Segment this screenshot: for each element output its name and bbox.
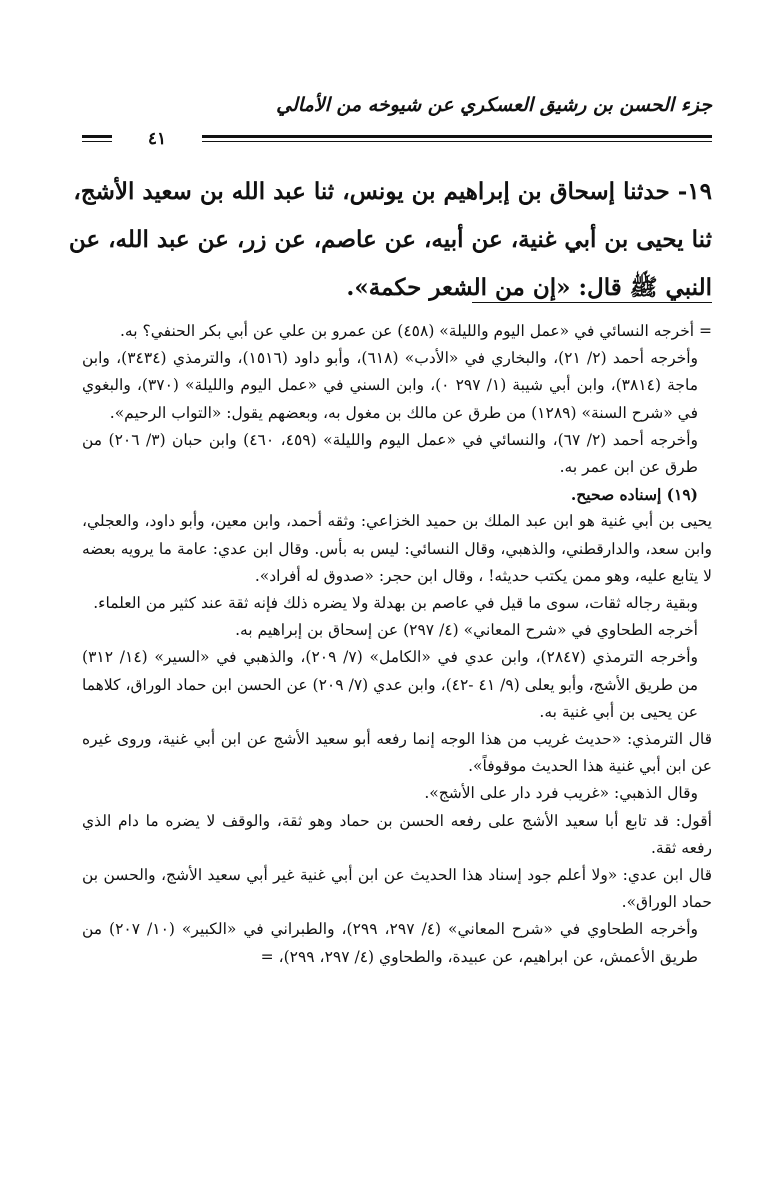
hadith-text <box>68 168 712 312</box>
footnote-paragraph: وأخرجه أحمد (٢/ ٢١)، والبخاري في «الأدب» (٦١٨)، وأبو داود (١٥١٦)، والترمذي (٣٤٣٤)، وابن ماجة (٣٨١٤)، وابن أبي شيبة (١/ ٢٩٧ ٠)، وابن السني في «عمل اليوم والليلة» (٣٧٠)، والبغوي في «شرح السنة» (١٢٨٩) من طرق عن مالك بن مغول به، وبعضهم يقول: «التواب الرحيم». <box>82 349 699 422</box>
hadith-line: النبي ﷺ قال: «إن من الشعر حكمة». <box>346 274 712 301</box>
footnote-paragraph: أقول: قد تابع أبا سعيد الأشج على رفعه الحسن بن حماد وهو ثقة، والوقف لا يضره ما دام الذي رفعه ثقة. <box>82 811 712 857</box>
footnote-paragraph: وأخرجه الترمذي (٢٨٤٧)، وابن عدي في «الكامل» (٧/ ٢٠٩)، والذهبي في «السير» (١٤/ ٣١٢) من طريق الأشج، وأبو يعلى (٩/ ٤١ -٤٢)، وابن عدي (٧/ ٢٠٩) عن الحسن ابن حماد الوراق، كلاهما عن يحيى بن أبي غنية به. <box>82 648 699 721</box>
footnotes <box>82 318 712 971</box>
hadith-line: ثنا يحيى بن أبي غنية، عن أبيه، عن عاصم، عن زر، عن عبد الله، عن <box>68 226 712 253</box>
book-title: جزء الحسن بن رشيق العسكري عن شيوخه من الأمالي <box>276 94 712 116</box>
footnote-paragraph: يحيى بن أبي غنية هو ابن عبد الملك بن حميد الخزاعي: وثقه أحمد، وابن معين، وأبو داود، والعجلي، وابن سعد، والدارقطني، والذهبي، وقال النسائي: ليس به بأس. وقال ابن عدي: عامة ما يرويه بعضه لا يتابع عليه، وهو ممن يكتب حديثه! ، وقال ابن حجر: «صدوق له أفراد». <box>82 512 712 585</box>
footnote-paragraph: قال ابن عدي: «ولا أعلم جود إسناد هذا الحديث عن ابن أبي غنية غير أبي سعيد الأشج، والحسن بن حماد الوراق». <box>82 866 712 912</box>
footnote-paragraph: قال الترمذي: «حديث غريب من هذا الوجه إنما رفعه أبو سعيد الأشج عن ابن أبي غنية، وروى غيره عن ابن أبي غنية هذا الحديث موقوفاً». <box>82 730 712 776</box>
footnote-heading: (١٩) إسناده صحيح. <box>570 485 698 505</box>
footnote-paragraph: وأخرجه أحمد (٢/ ٦٧)، والنسائي في «عمل اليوم والليلة» (٤٥٩، ٤٦٠) وابن حبان (٣/ ٢٠٦) من طرق عن ابن عمر به. <box>82 430 698 477</box>
footnote-paragraph: = أخرجه النسائي في «عمل اليوم والليلة» (٤٥٨) عن عمرو بن علي عن أبي بكر الحنفي؟ به. <box>119 322 712 340</box>
hadith-line: ١٩- حدثنا إسحاق بن إبراهيم بن يونس، ثنا عبد الله بن سعيد الأشج، <box>73 178 712 205</box>
page-number-box <box>112 128 202 150</box>
page-number: ٤١ <box>147 129 167 149</box>
footnote-paragraph: أخرجه الطحاوي في «شرح المعاني» (٤/ ٢٩٧) عن إسحاق بن إبراهيم به. <box>235 621 698 640</box>
footnote-paragraph: وأخرجه الطحاوي في «شرح المعاني» (٤/ ٢٩٧، ٢٩٩)، والطبراني في «الكبير» (١٠/ ٢٠٧) من طريق الأعمش، عن ابراهيم، عن عبيدة، والطحاوي (٤/ ٢٩٧، ٢٩٩)، = <box>82 920 698 966</box>
footnote-separator <box>472 302 712 303</box>
footnote-paragraph: وقال الذهبي: «غريب فرد دار على الأشج». <box>424 784 698 803</box>
page-header <box>82 94 712 128</box>
footnote-paragraph: وبقية رجاله ثقات، سوى ما قيل في عاصم بن بهدلة ولا يضره ذلك فإنه ثقة عند كثير من العلماء. <box>93 594 698 613</box>
